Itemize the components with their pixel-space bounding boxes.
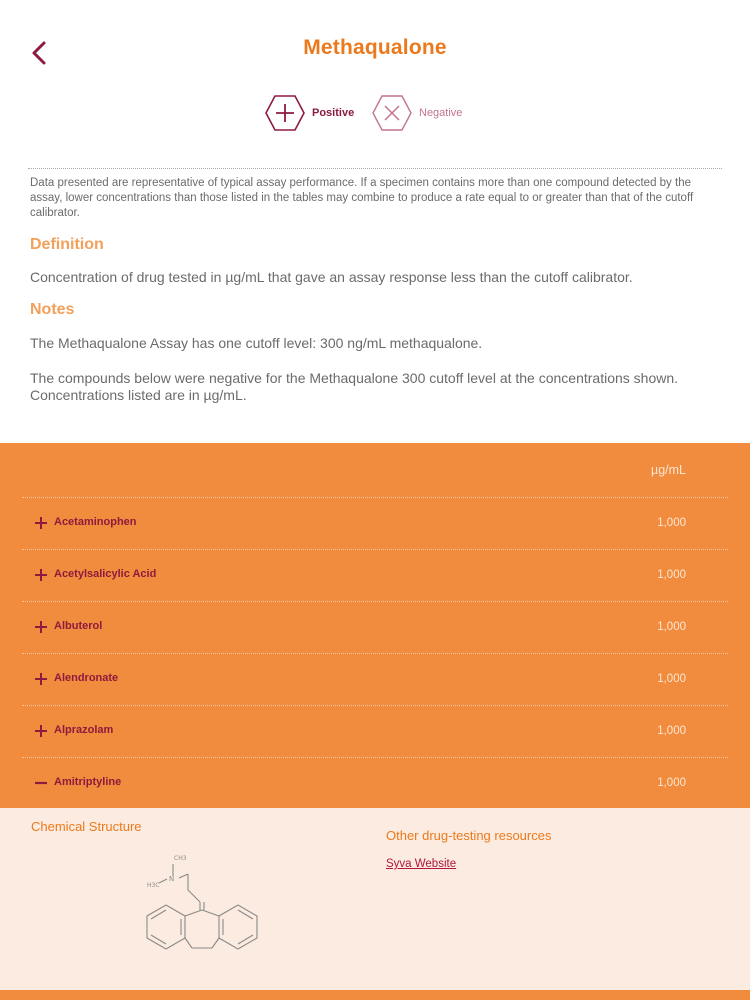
table-row[interactable] (22, 705, 728, 758)
definition-heading: Definition (30, 236, 104, 253)
compound-name: Alprazolam (54, 724, 114, 736)
positive-label: Positive (312, 107, 355, 119)
negative-toggle[interactable] (371, 94, 462, 132)
footer-band (0, 990, 750, 1000)
plus-icon (34, 724, 48, 738)
compound-value: 1,000 (657, 517, 686, 529)
negative-label: Negative (419, 107, 463, 119)
plus-icon (34, 672, 48, 686)
compound-table (0, 443, 750, 808)
plus-hexagon-icon (264, 94, 306, 132)
compound-name: Albuterol (54, 620, 103, 632)
definition-text: Concentration of drug tested in µg/mL that gave an assay response less than the cutoff calibrator. (30, 269, 633, 285)
intro-text: Data presented are representative of typical assay performance. If a specimen contains more than one compound detected by the assay, lower concentrations than those listed in the tables may combine to produce a rate equal to or greater than that of the cutoff calibrator. (30, 177, 694, 219)
resources-label: Other drug-testing resources (386, 828, 552, 843)
chemical-structure-label: Chemical Structure (31, 819, 142, 834)
table-row[interactable] (22, 549, 728, 602)
compound-detail-panel (0, 808, 750, 990)
syva-website-link[interactable]: Syva Website (386, 858, 457, 870)
methyl-left-label: H3C (147, 882, 160, 889)
positive-toggle[interactable] (264, 94, 354, 132)
notes-paragraph-1: The Methaqualone Assay has one cutoff level: 300 ng/mL methaqualone. (30, 335, 483, 351)
header-divider (28, 168, 722, 169)
amitriptyline-structure-diagram (130, 846, 260, 966)
compound-value: 1,000 (657, 673, 686, 685)
compound-name: Acetaminophen (54, 516, 137, 528)
compound-value: 1,000 (657, 777, 686, 789)
plus-icon (34, 568, 48, 582)
plus-icon (34, 620, 48, 634)
compound-value: 1,000 (657, 725, 686, 737)
compound-name: Alendronate (54, 672, 119, 684)
methyl-top-label: CH3 (174, 855, 187, 862)
header (0, 0, 750, 170)
table-row[interactable] (22, 601, 728, 654)
compound-name: Acetylsalicylic Acid (54, 568, 157, 580)
table-row-expanded[interactable] (22, 757, 728, 810)
plus-icon (34, 516, 48, 530)
minus-icon (34, 776, 48, 790)
unit-column-header: µg/mL (651, 463, 686, 477)
notes-heading: Notes (30, 301, 75, 318)
nitrogen-label: N (169, 875, 175, 883)
compound-name: Amitriptyline (54, 776, 122, 788)
compound-value: 1,000 (657, 621, 686, 633)
table-row[interactable] (22, 653, 728, 706)
table-row[interactable] (22, 497, 728, 550)
compound-value: 1,000 (657, 569, 686, 581)
x-hexagon-icon (371, 94, 413, 132)
page-title: Methaqualone (303, 36, 447, 59)
notes-paragraph-2: The compounds below were negative for the Methaqualone 300 cutoff level at the concentrations shown. Concentrations listed are in µg/mL. (30, 370, 679, 403)
